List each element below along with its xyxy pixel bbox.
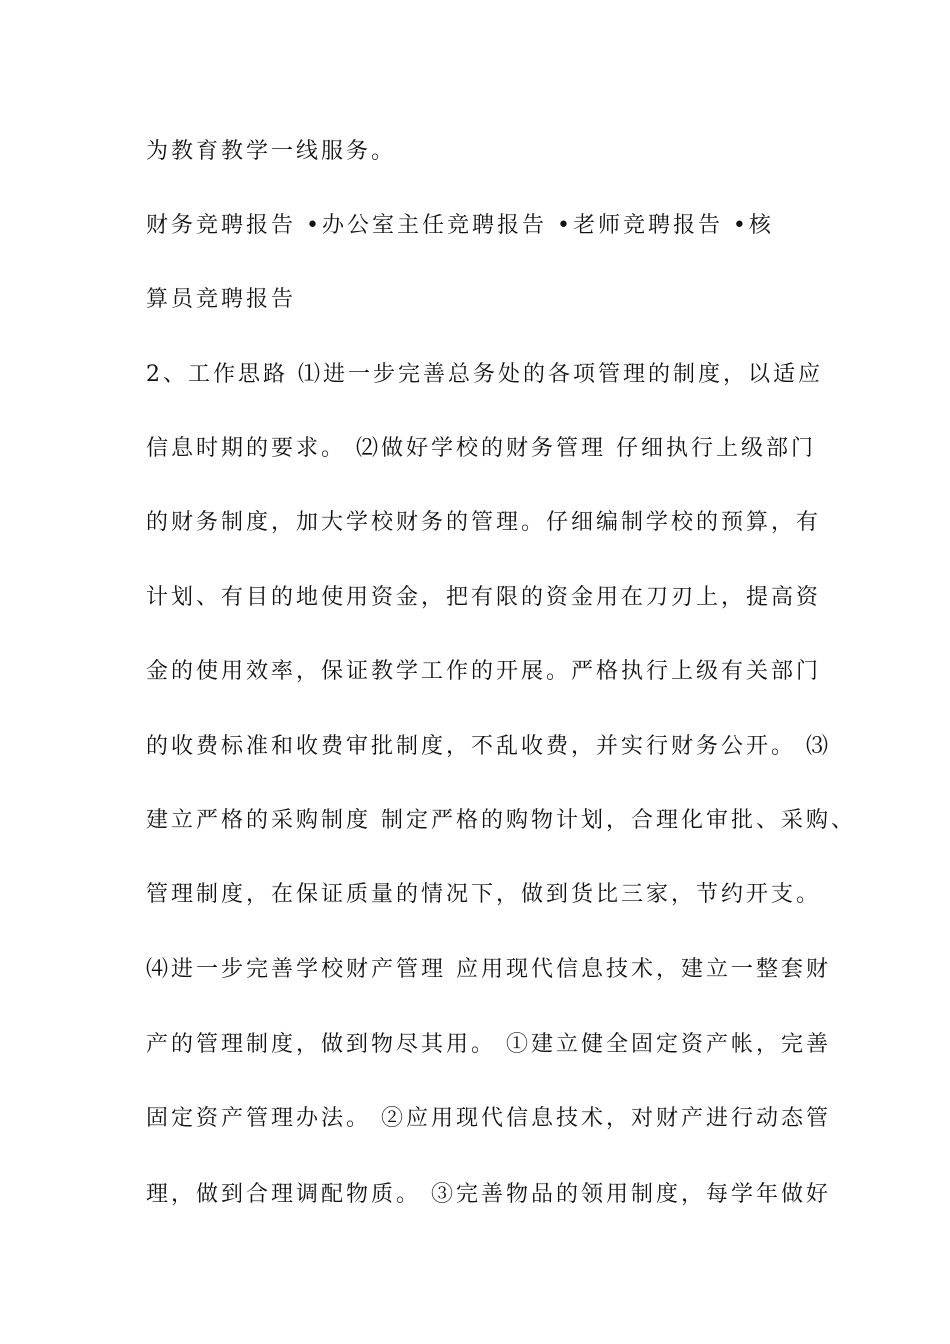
text-line: 固定资产管理办法。 ②应用现代信息技术，对财产进行动态管 xyxy=(146,1106,831,1131)
text-line: 算员竞聘报告 xyxy=(146,287,297,312)
text-line: 建立严格的采购制度 制定严格的购物计划，合理化审批、采购、 xyxy=(146,808,856,833)
text-line: 计划、有目的地使用资金，把有限的资金用在刀刃上，提高资 xyxy=(146,585,822,610)
text-line: 金的使用效率，保证教学工作的开展。严格执行上级有关部门 xyxy=(146,659,822,684)
text-line: 信息时期的要求。 ⑵做好学校的财务管理 仔细执行上级部门 xyxy=(146,436,816,461)
text-line: 的收费标准和收费审批制度，不乱收费，并实行财务公开。 ⑶ xyxy=(146,734,831,759)
text-line: 为教育教学一线服务。 xyxy=(146,139,397,164)
text-line: 2、工作思路 ⑴进一步完善总务处的各项管理的制度，以适应 xyxy=(146,362,823,387)
text-line: 的财务制度，加大学校财务的管理。仔细编制学校的预算，有 xyxy=(146,510,822,535)
text-line: 财务竞聘报告 •办公室主任竞聘报告 •老师竞聘报告 •核 xyxy=(146,213,774,238)
text-line: 理，做到合理调配物质。 ③完善物品的领用制度，每学年做好 xyxy=(146,1182,831,1207)
text-line: 产的管理制度，做到物尽其用。 ①建立健全固定资产帐，完善 xyxy=(146,1032,831,1057)
text-line: ⑷进一步完善学校财产管理 应用现代信息技术，建立一整套财 xyxy=(146,957,831,982)
text-line: 管理制度，在保证质量的情况下，做到货比三家，节约开支。 xyxy=(146,882,822,907)
